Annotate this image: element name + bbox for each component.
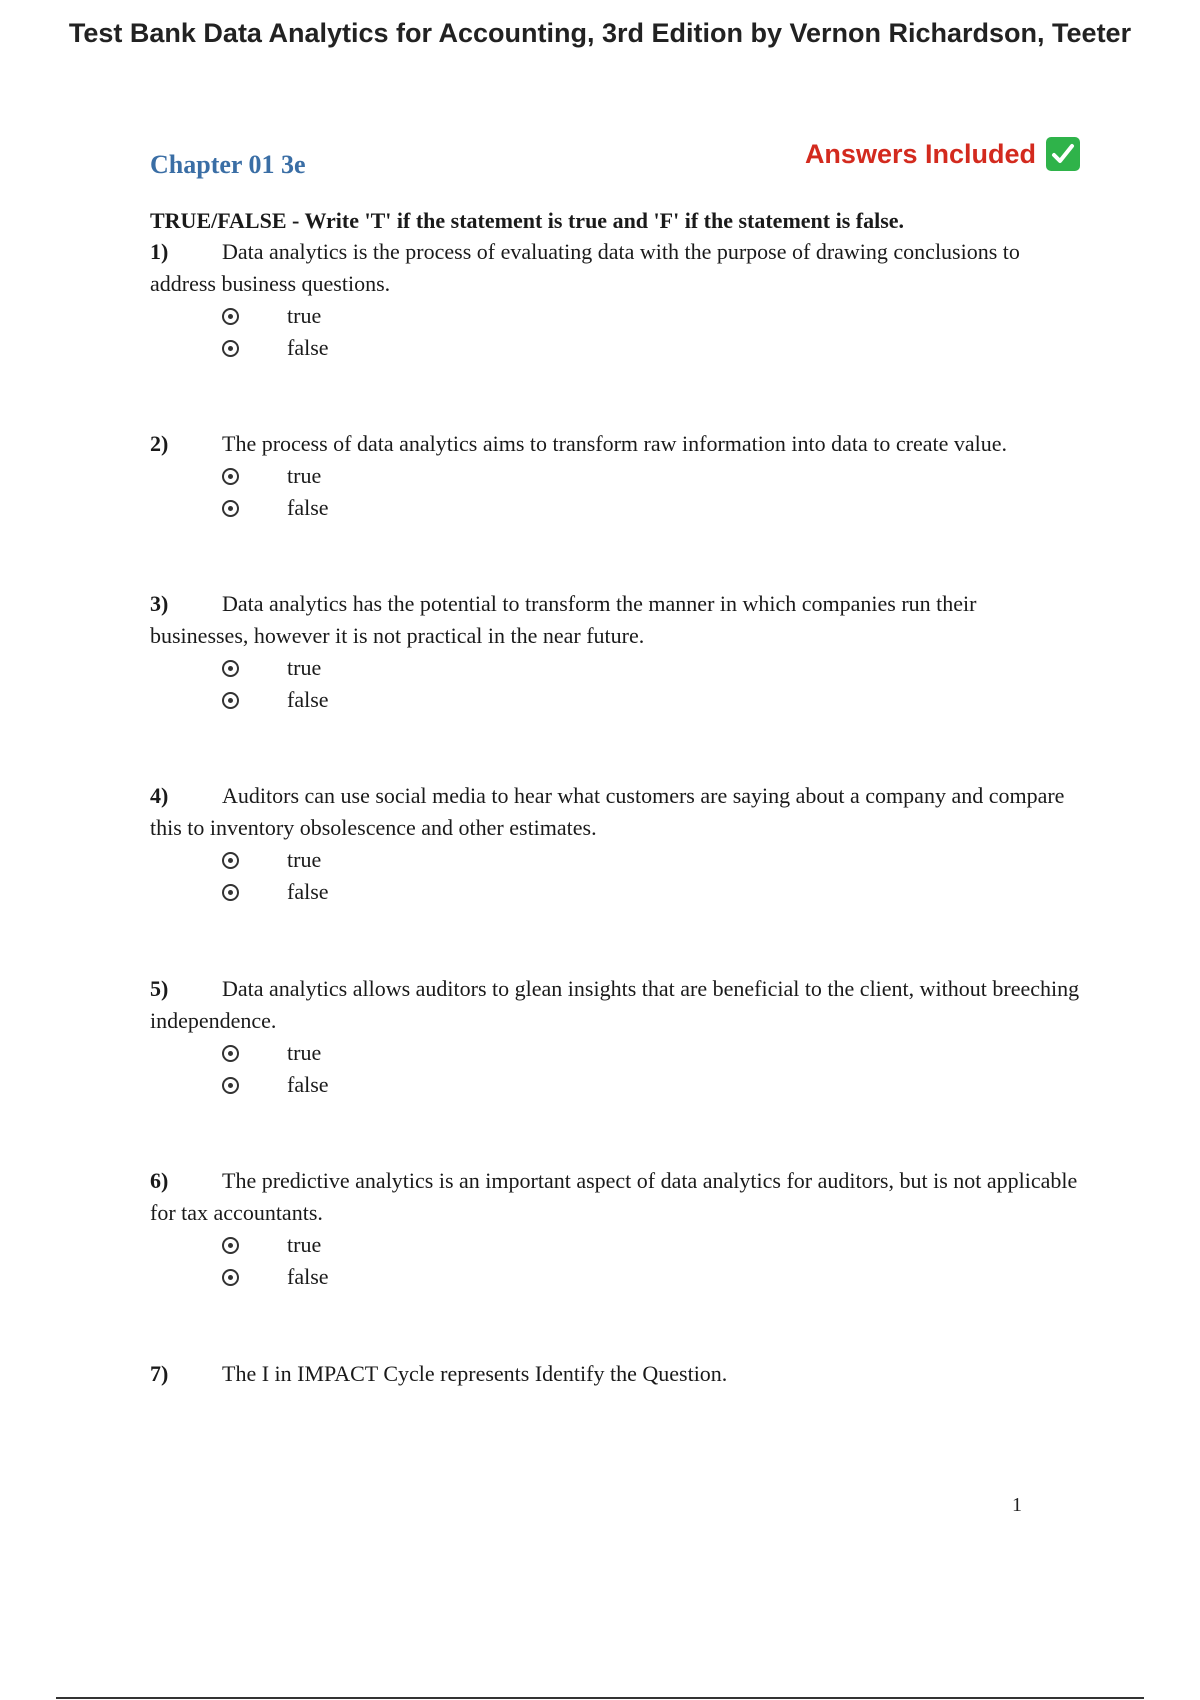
question-number: 6) [150, 1168, 169, 1193]
question-7 [150, 1358, 1080, 1390]
radio-icon[interactable] [222, 660, 239, 677]
option-false[interactable] [222, 684, 1080, 716]
option-true[interactable] [222, 1037, 1080, 1069]
option-label: true [287, 463, 322, 488]
question-number: 3) [150, 591, 169, 616]
bottom-divider [56, 1697, 1144, 1699]
question-number: 1) [150, 239, 169, 264]
answer-options [150, 460, 1080, 524]
question-3 [150, 588, 1080, 716]
answer-options [150, 844, 1080, 908]
option-label: false [287, 879, 329, 904]
page-number: 1 [1012, 1494, 1022, 1516]
option-label: true [287, 847, 322, 872]
radio-icon[interactable] [222, 340, 239, 357]
option-false[interactable] [222, 332, 1080, 364]
option-true[interactable] [222, 460, 1080, 492]
question-2 [150, 428, 1080, 524]
instructions: TRUE/FALSE - Write 'T' if the statement is true and 'F' if the statement is false. [150, 208, 905, 233]
question-text: The process of data analytics aims to transform raw information into data to create value. [222, 431, 1007, 456]
radio-icon[interactable] [222, 308, 239, 325]
radio-icon[interactable] [222, 1045, 239, 1062]
radio-icon[interactable] [222, 468, 239, 485]
option-label: false [287, 687, 329, 712]
option-false[interactable] [222, 492, 1080, 524]
radio-icon[interactable] [222, 500, 239, 517]
document-banner-title: Test Bank Data Analytics for Accounting, 3rd Edition by Vernon Richardson, Teeter [68, 18, 1132, 48]
radio-icon[interactable] [222, 1237, 239, 1254]
question-5 [150, 973, 1080, 1101]
question-text: Data analytics allows auditors to glean insights that are beneficial to the client, without breeching independence. [150, 976, 1080, 1033]
question-4 [150, 780, 1080, 908]
answers-included-badge [805, 137, 1080, 171]
option-true[interactable] [222, 844, 1080, 876]
option-false[interactable] [222, 1261, 1080, 1293]
radio-icon[interactable] [222, 1269, 239, 1286]
radio-icon[interactable] [222, 692, 239, 709]
answers-included-label: Answers Included [804, 138, 1036, 169]
question-text: Data analytics is the process of evaluating data with the purpose of drawing conclusions to address business questions. [150, 239, 1020, 296]
option-true[interactable] [222, 652, 1080, 684]
question-number: 5) [150, 976, 169, 1001]
question-text: The predictive analytics is an important aspect of data analytics for auditors, but is not applicable for tax accountants. [150, 1168, 1078, 1225]
answer-options [150, 1037, 1080, 1101]
chapter-heading: Chapter 01 3e [150, 150, 306, 179]
question-text: Auditors can use social media to hear what customers are saying about a company and compare this to inventory obsolescence and other estimates. [150, 783, 1065, 840]
question-number: 4) [150, 783, 169, 808]
question-text: The I in IMPACT Cycle represents Identify the Question. [222, 1361, 728, 1386]
option-false[interactable] [222, 876, 1080, 908]
option-label: true [287, 303, 322, 328]
question-6 [150, 1165, 1080, 1293]
question-text: Data analytics has the potential to transform the manner in which companies run their businesses, however it is not practical in the near future. [150, 591, 977, 648]
radio-icon[interactable] [222, 884, 239, 901]
option-label: true [287, 1040, 322, 1065]
option-false[interactable] [222, 1069, 1080, 1101]
answer-options [150, 652, 1080, 716]
answer-options [150, 1229, 1080, 1293]
option-label: true [287, 655, 322, 680]
question-1 [150, 236, 1080, 364]
option-label: false [287, 335, 329, 360]
option-label: false [287, 495, 329, 520]
radio-icon[interactable] [222, 852, 239, 869]
option-true[interactable] [222, 300, 1080, 332]
check-box-icon [1046, 137, 1080, 171]
option-label: true [287, 1232, 322, 1257]
answer-options [150, 300, 1080, 364]
option-true[interactable] [222, 1229, 1080, 1261]
option-label: false [287, 1264, 329, 1289]
question-number: 7) [150, 1361, 169, 1386]
option-label: false [287, 1072, 329, 1097]
question-number: 2) [150, 431, 169, 456]
radio-icon[interactable] [222, 1077, 239, 1094]
